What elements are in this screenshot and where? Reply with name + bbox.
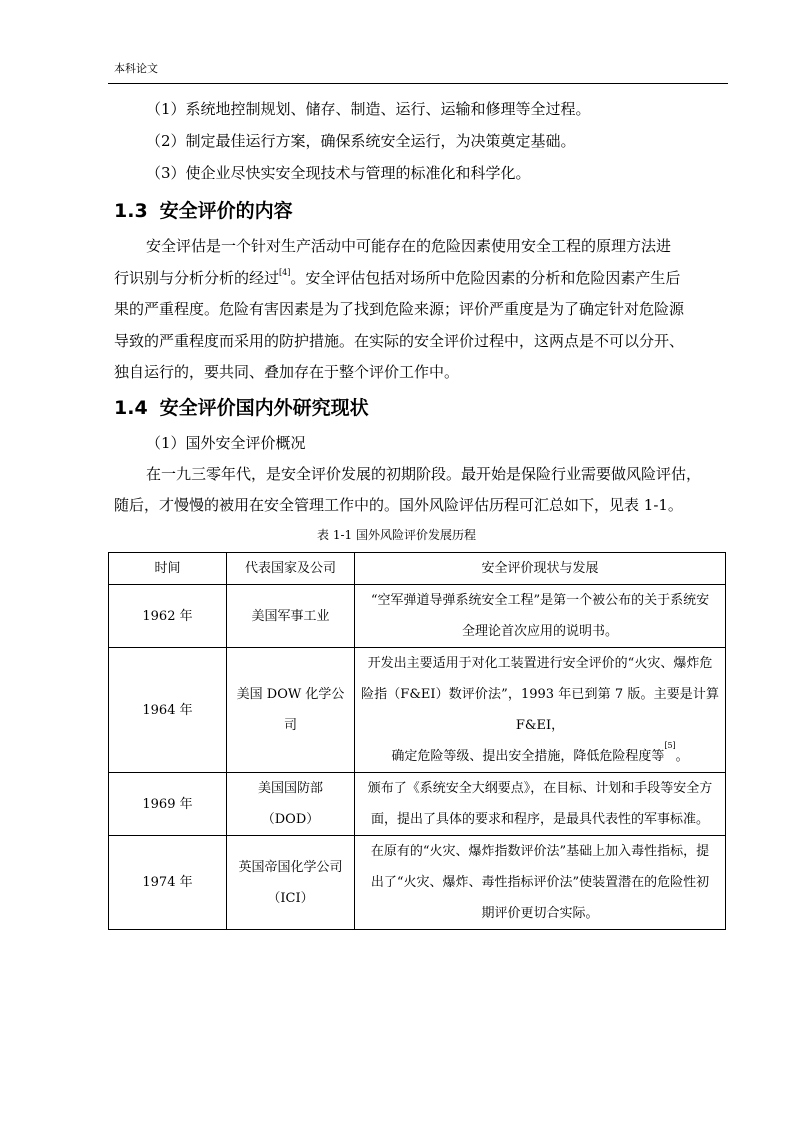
cell-desc: 开发出主要适用于对化工装置进行安全评价的“火灾、爆炸危 险指（F&EI）数评价法”，1993 年已到第 7 版。主要是计算 F&EI， 确定危险等级、提出安全措施，降低危险程度等[5]。	[355, 648, 726, 773]
intro-item-2: （2）制定最佳运行方案，确保系统安全运行，为决策奠定基础。	[146, 132, 576, 150]
paragraph-line	[114, 268, 680, 288]
section-title: 安全评价的内容	[159, 200, 293, 222]
section-title: 安全评价国内外研究现状	[159, 397, 369, 419]
table-row	[109, 648, 726, 773]
citation-ref: [5]	[664, 741, 676, 750]
intro-item-1: （1）系统地控制规划、储存、制造、运行、运输和修理等全过程。	[146, 100, 591, 118]
section-heading-1-3	[114, 199, 293, 223]
citation-ref: [4]	[279, 268, 291, 277]
cell-time: 1964 年	[109, 648, 227, 773]
running-header: 本科论文	[114, 62, 158, 75]
history-table	[108, 552, 726, 930]
cell-time: 1969 年	[109, 773, 227, 836]
column-header-time: 时间	[109, 553, 227, 585]
paragraph-line: 独自运行的，要共同、叠加存在于整个评价工作中。	[114, 363, 460, 381]
cell-org: 美国国防部（DOD）	[227, 773, 355, 836]
paragraph-text: 。安全评估包括对场所中危险因素的分析和危险因素产生后	[290, 269, 681, 287]
table-header-row	[109, 553, 726, 585]
table-row	[109, 773, 726, 836]
table-row	[109, 836, 726, 930]
cell-desc: 颁布了《系统安全大纲要点》，在目标、计划和手段等安全方 面，提出了具体的要求和程序，是最具代表性的军事标准。	[355, 773, 726, 836]
cell-org: 美国 DOW 化学公司	[227, 648, 355, 773]
sub-item: （1）国外安全评价概况	[146, 434, 306, 452]
paragraph-line: 在一九三零年代，是安全评价发展的初期阶段。最开始是保险行业需要做风险评估，	[146, 465, 702, 483]
table-caption: 表 1-1 国外风险评价发展历程	[317, 528, 476, 542]
paragraph-line: 果的严重程度。危险有害因素是为了找到危险来源；评价严重度是为了确定针对危险源	[114, 300, 685, 318]
cell-time: 1974 年	[109, 836, 227, 930]
cell-org: 美国军事工业	[227, 585, 355, 648]
paragraph-line: 导致的严重程度而采用的防护措施。在实际的安全评价过程中，这两点是不可以分开、	[114, 332, 685, 350]
header-divider	[108, 83, 728, 84]
column-header-desc: 安全评价现状与发展	[355, 553, 726, 585]
intro-item-3: （3）使企业尽快实安全现技术与管理的标准化和科学化。	[146, 164, 531, 182]
table-row	[109, 585, 726, 648]
column-header-org: 代表国家及公司	[227, 553, 355, 585]
paragraph-line: 随后，才慢慢的被用在安全管理工作中的。国外风险评估历程可汇总如下，见表 1-1。	[114, 496, 683, 514]
cell-org: 英国帝国化学公司 （ICI）	[227, 836, 355, 930]
paragraph-text: 行识别与分析分析的经过	[114, 269, 280, 287]
paragraph-line: 安全评估是一个针对生产活动中可能存在的危险因素使用安全工程的原理方法进	[146, 237, 672, 255]
section-number: 1.3	[114, 200, 148, 222]
section-number: 1.4	[114, 397, 148, 419]
cell-time: 1962 年	[109, 585, 227, 648]
cell-desc: 在原有的“火灾、爆炸指数评价法”基础上加入毒性指标，提 出了“火灾、爆炸、毒性指标评价法”使装置潜在的危险性初 期评价更切合实际。	[355, 836, 726, 930]
section-heading-1-4	[114, 396, 369, 420]
cell-desc: “空军弹道导弹系统安全工程”是第一个被公布的关于系统安 全理论首次应用的说明书。	[355, 585, 726, 648]
